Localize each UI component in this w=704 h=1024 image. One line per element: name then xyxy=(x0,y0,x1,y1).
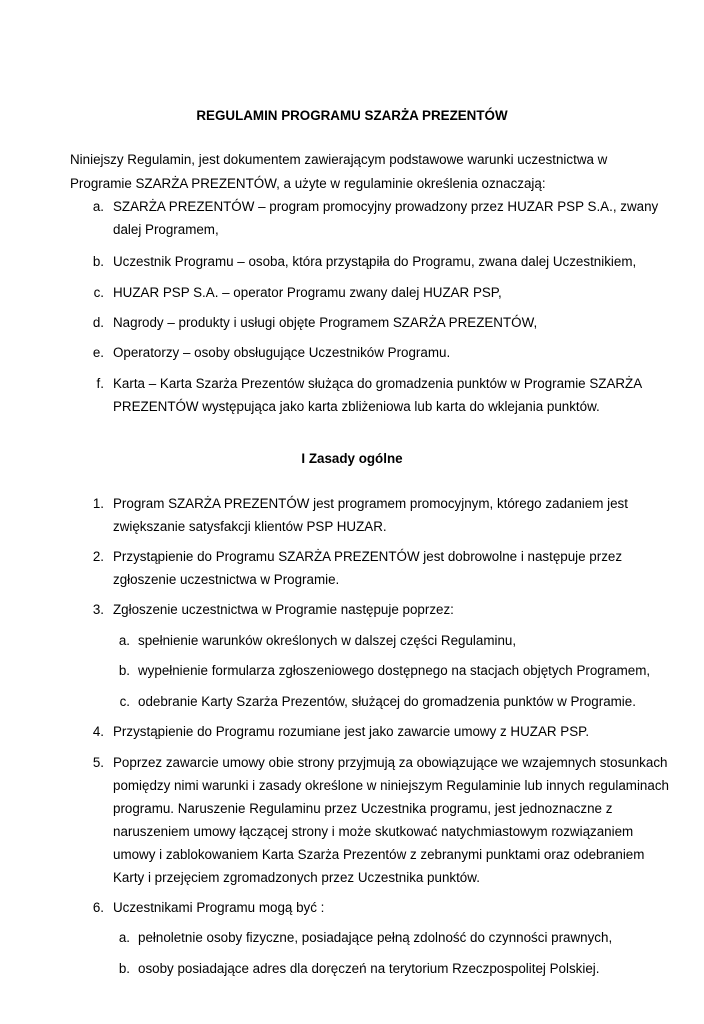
list-marker: c. xyxy=(119,694,130,709)
clause-line: Zgłoszenie uczestnictwa w Programie następuje poprzez: xyxy=(113,602,454,617)
clause-line: pomiędzy nimi warunki i zasady określone w niniejszym Regulaminie lub innych regulaminach xyxy=(113,778,669,793)
list-marker: d. xyxy=(92,315,104,330)
list-marker: 4. xyxy=(92,724,104,739)
list-marker: a. xyxy=(118,930,130,945)
definition-line: Karta – Karta Szarża Prezentów służąca do gromadzenia punktów w Programie SZARŻA xyxy=(113,376,643,391)
clause-line: Przystąpienie do Programu rozumiane jest jako zawarcie umowy z HUZAR PSP. xyxy=(113,724,590,739)
clause-line: odebranie Karty Szarża Prezentów, służącej do gromadzenia punktów w Programie. xyxy=(138,694,636,709)
list-marker: b. xyxy=(118,663,130,678)
definition-line: Uczestnik Programu – osoba, która przystąpiła do Programu, zwana dalej Uczestnikiem, xyxy=(113,254,637,269)
definition-line: Nagrody – produkty i usługi objęte Programem SZARŻA PREZENTÓW, xyxy=(113,315,538,330)
clause-line: naruszeniem umowy łączącej strony i może skutkować natychmiastowym rozwiązaniem xyxy=(113,824,634,839)
list-marker: 5. xyxy=(92,755,104,770)
list-marker: 1. xyxy=(92,496,104,511)
clause-line: wypełnienie formularza zgłoszeniowego dostępnego na stacjach objętych Programem, xyxy=(138,663,651,678)
list-marker: b. xyxy=(92,254,104,269)
clause-line: pełnoletnie osoby fizyczne, posiadające pełną zdolność do czynności prawnych, xyxy=(138,930,613,945)
section-heading: I Zasady ogólne xyxy=(301,451,403,466)
clause-line: Karty i przejęciem zgromadzonych przez Uczestnika punktów. xyxy=(113,870,480,885)
clause-line: spełnienie warunków określonych w dalszej części Regulaminu, xyxy=(138,633,517,648)
clause-line: programu. Naruszenie Regulaminu przez Uczestnika programu, jest jednoznaczne z xyxy=(113,801,613,816)
document-title: REGULAMIN PROGRAMU SZARŻA PREZENTÓW xyxy=(196,108,508,123)
definition-line: SZARŻA PREZENTÓW – program promocyjny prowadzony przez HUZAR PSP S.A., zwany xyxy=(113,199,659,214)
intro-line: Niniejszy Regulamin, jest dokumentem zawierającym podstawowe warunki uczestnictwa w xyxy=(70,152,608,167)
definition-line: PREZENTÓW występująca jako karta zbliżeniowa lub karta do wklejania punktów. xyxy=(113,399,600,414)
list-marker: f. xyxy=(96,376,104,391)
list-marker: 6. xyxy=(92,900,104,915)
clause-line: Przystąpienie do Programu SZARŻA PREZENTÓW jest dobrowolne i następuje przez xyxy=(113,549,623,564)
list-marker: c. xyxy=(93,285,104,300)
list-marker: a. xyxy=(92,199,104,214)
definition-line: HUZAR PSP S.A. – operator Programu zwany dalej HUZAR PSP, xyxy=(113,285,502,300)
list-marker: 3. xyxy=(92,602,104,617)
clause-line: zgłoszenie uczestnictwa w Programie. xyxy=(113,572,340,587)
clause-line: osoby posiadające adres dla doręczeń na terytorium Rzeczpospolitej Polskiej. xyxy=(138,961,600,976)
clause-line: Program SZARŻA PREZENTÓW jest programem promocyjnym, którego zadaniem jest xyxy=(113,496,628,511)
list-marker: 2. xyxy=(92,549,104,564)
intro-line: Programie SZARŻA PREZENTÓW, a użyte w regulaminie określenia oznaczają: xyxy=(70,176,546,191)
clause-line: Poprzez zawarcie umowy obie strony przyjmują za obowiązujące we wzajemnych stosunkach xyxy=(113,755,668,770)
list-marker: a. xyxy=(118,633,130,648)
definition-line: dalej Programem, xyxy=(113,222,219,237)
clause-line: zwiększanie satysfakcji klientów PSP HUZAR. xyxy=(113,519,387,534)
list-marker: e. xyxy=(92,345,104,360)
clause-line: Uczestnikami Programu mogą być : xyxy=(113,900,325,915)
clause-line: umowy i zablokowaniem Karta Szarża Prezentów z zebranymi punktami oraz odebraniem xyxy=(113,847,645,862)
list-marker: b. xyxy=(118,961,130,976)
definition-line: Operatorzy – osoby obsługujące Uczestników Programu. xyxy=(113,345,451,360)
